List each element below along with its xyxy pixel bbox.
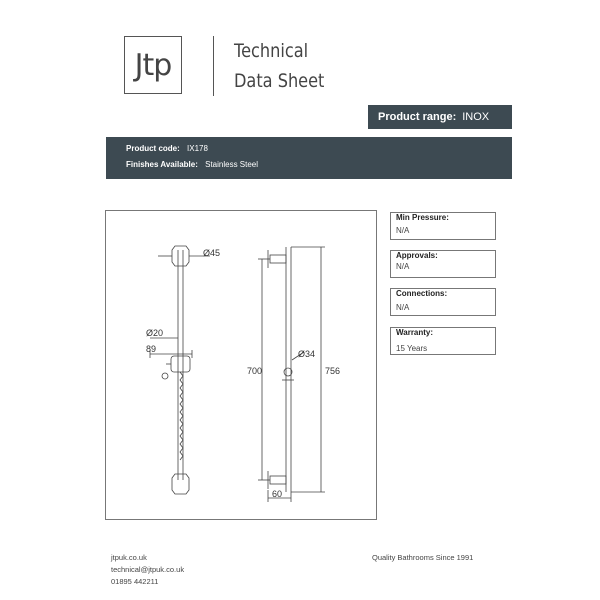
finishes-value: Stainless Steel <box>205 160 259 169</box>
front-hose <box>180 372 183 460</box>
footer-tagline: Quality Bathrooms Since 1991 <box>372 553 474 562</box>
side-top-bracket-arm <box>270 255 286 263</box>
front-slider <box>171 356 190 372</box>
footer-phone: 01895 442211 <box>111 577 159 586</box>
spec-value-approvals: N/A <box>396 262 410 271</box>
dim-700-label: 700 <box>247 366 263 376</box>
dim-45-label: Ø45 <box>203 248 221 258</box>
title-line-2: Data Sheet <box>234 70 325 92</box>
product-range-value: INOX <box>462 111 490 123</box>
spec-value-connections: N/A <box>396 303 410 312</box>
side-bottom-bracket-arm <box>270 476 286 484</box>
finishes-label: Finishes Available: <box>126 160 198 169</box>
dim-20-label: Ø20 <box>146 328 164 338</box>
footer-email[interactable]: technical@jtpuk.co.uk <box>111 565 185 574</box>
spec-value-warranty: 15 Years <box>396 344 428 353</box>
product-range-label: Product range: <box>378 111 457 123</box>
spec-label-min-pressure: Min Pressure: <box>396 213 449 222</box>
spec-label-connections: Connections: <box>396 289 448 298</box>
logo-text: Jtp <box>134 47 172 83</box>
spec-label-warranty: Warranty: <box>396 328 434 337</box>
spec-label-approvals: Approvals: <box>396 251 438 260</box>
spec-value-min-pressure: N/A <box>396 226 410 235</box>
footer-website[interactable]: jtpuk.co.uk <box>111 553 147 562</box>
product-code-label: Product code: <box>126 144 180 153</box>
front-bottom-bracket <box>172 474 189 494</box>
dim-34-label: Ø34 <box>298 349 316 359</box>
front-top-bracket <box>172 246 189 266</box>
dim-756-label: 756 <box>325 366 341 376</box>
front-slider-knob-end <box>162 373 168 379</box>
dim-89-label: 89 <box>146 344 157 354</box>
product-code-value: IX178 <box>187 144 208 153</box>
dim-60-label: 60 <box>272 489 283 499</box>
title-line-1: Technical <box>234 40 309 62</box>
